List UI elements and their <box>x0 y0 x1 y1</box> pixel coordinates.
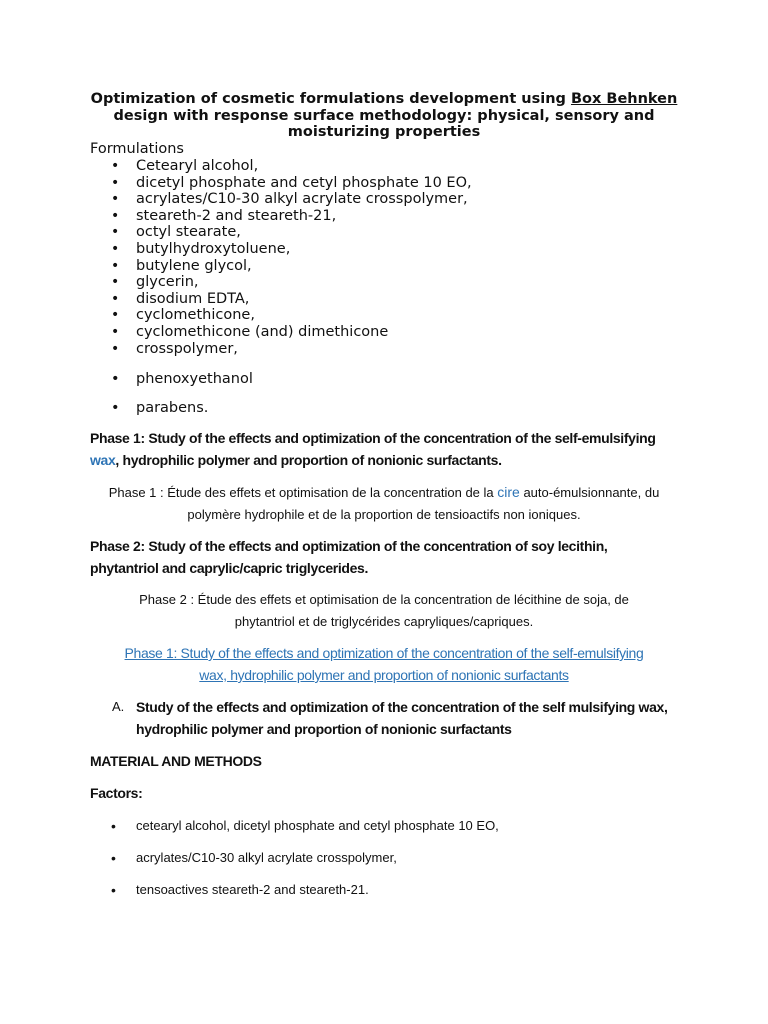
phase2-french: Phase 2 : Étude des effets et optimisation de la concentration de lécithine de soja, de phytantriol et de triglycérides capryliques/capriques. <box>139 592 629 629</box>
list-item: • dicetyl phosphate and cetyl phosphate 10 EO, <box>90 175 472 192</box>
list-item: • butylene glycol, <box>90 258 472 275</box>
title-line2: design with response surface methodology: physical, sensory and <box>113 107 655 124</box>
document-title <box>90 91 678 141</box>
item-a-marker: A. <box>112 699 125 714</box>
factors-heading: Factors: <box>90 785 143 801</box>
formulations-list <box>90 158 472 357</box>
list-item: • crosspolymer, <box>90 341 472 358</box>
bullet-icon: • <box>111 371 120 387</box>
list-item: • cyclomethicone, <box>90 307 472 324</box>
list-item: • octyl stearate, <box>90 224 472 241</box>
list-item: • acrylates/C10-30 alkyl acrylate crosspolymer, <box>90 191 472 208</box>
list-item: • steareth-2 and steareth-21, <box>90 208 472 225</box>
phase2-heading: Phase 2: Study of the effects and optimization of the concentration of soy lecithin, phytantriol and caprylic/capric triglycerides. <box>90 538 608 576</box>
list-item: • butylhydroxytoluene, <box>90 241 472 258</box>
bullet-icon: • <box>111 850 116 866</box>
phase1-link-heading[interactable]: Phase 1: Study of the effects and optimization of the concentration of the self-emulsifying wax, hydrophilic polymer and proportion of nonionic surfactants <box>124 645 644 683</box>
box-behnken-link[interactable]: Box Behnken <box>570 91 678 107</box>
material-methods-heading: MATERIAL AND METHODS <box>90 753 262 769</box>
bullet-icon: • <box>111 400 120 416</box>
formulations-heading: Formulations <box>90 141 184 157</box>
document-page: Optimization of cosmetic formulations development using Box Behnken design with response surface methodology: physical, sensory and moisturizing properties Formulations • Cetearyl alcohol, • dicetyl phosphate and cetyl phosphate 10 EO, • acrylates/C10-30 alkyl acrylate crosspolymer, • steareth-2 and steareth-21, • octyl stearate, • butylhydroxytoluene, • butylene glycol, • glycerin, • disodium EDTA, • cyclomethicone, • cyclomethicone (and) dimethicone • crosspolymer, • phenoxyethanol • parabens. Phase 1: Study of the effects and optimization of the concentration of the self-emulsifying wax, hydrophilic polymer and proportion of nonionic surfactants. Phase 1 : Étude des effets et optimisation de la concentration de la cire auto-émulsionnante, du polymère hydrophile et de la proportion de tensioactifs non ioniques. Phase 2: Study of the effects and optimization of the concentration of soy lecithin, phytantriol and caprylic/capric triglycerides. Phase 2 : Étude des effets et optimisation de la concentration de lécithine de soja, de phytantriol et de triglycérides capryliques/capriques. Phase 1: Study of the effects and optimization of the concentration of the self-emulsifying wax, hydrophilic polymer and proportion of nonionic surfactants A. Study of the effects and optimization of the concentration of the self mulsifying wax, hydrophilic polymer and proportion of nonionic surfactants MATERIAL AND METHODS Factors: • cetearyl alcohol, dicetyl phosphate and cetyl phosphate 10 EO, • acrylates/C10-30 alkyl acrylate crosspolymer, • tensoactives steareth-2 and steareth-21. <box>0 0 768 1024</box>
bullet-icon: • <box>111 882 116 898</box>
phase1-french: Phase 1 : Étude des effets et optimisation de la concentration de la cire auto-émulsionnante, du polymère hydrophile et de la proportion de tensioactifs non ioniques. <box>108 484 660 522</box>
list-item: • cyclomethicone (and) dimethicone <box>90 324 472 341</box>
item-a: A. Study of the effects and optimization of the concentration of the self mulsifying wax, hydrophilic polymer and proportion of nonionic surfactants <box>112 696 682 740</box>
list-item: • Cetearyl alcohol, <box>90 158 472 175</box>
bullet-icon: • <box>111 818 116 834</box>
phase1-heading: Phase 1: Study of the effects and optimization of the concentration of the self-emulsifying wax, hydrophilic polymer and proportion of nonionic surfactants. <box>90 430 656 468</box>
title-line1: Optimization of cosmetic formulations development using <box>90 91 571 107</box>
list-item: • disodium EDTA, <box>90 291 472 308</box>
title-line3: moisturizing properties <box>287 124 481 140</box>
list-item: • glycerin, <box>90 274 472 291</box>
